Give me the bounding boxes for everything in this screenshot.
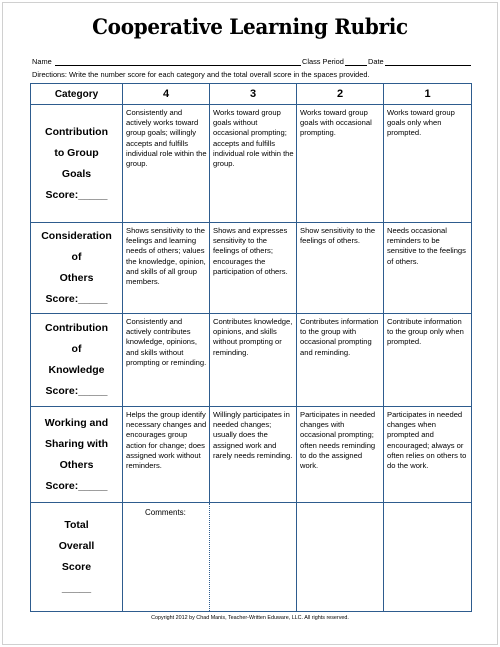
name-field[interactable] xyxy=(55,65,301,66)
total-score-blank[interactable]: _____ xyxy=(61,582,92,594)
table-row xyxy=(31,314,472,407)
directions-text: Directions: Write the number score for each category and the total overall score in the spaces provided. xyxy=(32,70,370,79)
category-line: to Group xyxy=(54,146,99,159)
rubric-table xyxy=(30,83,472,612)
copyright-notice: Copyright 2012 by Chad Manis, Teacher-Written Eduware, LLC. All rights reserved. xyxy=(151,615,349,621)
class-period-label: Class Period xyxy=(302,57,344,66)
category-cell xyxy=(31,314,123,407)
category-cell xyxy=(31,407,123,503)
category-line: Others xyxy=(59,272,94,284)
criteria-cell-4: Helps the group identify necessary changes and encourages group action for change; does assigned work without reminders. xyxy=(123,407,210,503)
criteria-cell-3: Willingly participates in needed changes; usually does the assigned work and rarely needs reminding. xyxy=(210,407,297,503)
criteria-cell-2: Works toward group goals with occasional prompting. xyxy=(297,105,384,223)
criteria-cell-3: Contributes knowledge, opinions, and skills without prompting or reminding. xyxy=(210,314,297,407)
student-info-line xyxy=(32,56,472,68)
page-title: Cooperative Learning Rubric xyxy=(92,14,408,39)
header-score-3: 3 xyxy=(210,84,297,105)
header-score-2: 2 xyxy=(297,84,384,105)
score-blank[interactable]: Score:_____ xyxy=(45,479,108,492)
criteria-cell-3: Shows and expresses sensitivity to the feelings of others; encourages the participation of others. xyxy=(210,223,297,314)
criteria-cell-4: Shows sensitivity to the feelings and learning needs of others; values the knowledge, opinion, and skills of all group members. xyxy=(123,223,210,314)
criteria-cell-4: Consistently and actively contributes knowledge, opinions, and skills without prompting or reminding. xyxy=(123,314,210,407)
total-row xyxy=(31,503,472,612)
category-line: Working and xyxy=(44,416,109,429)
comments-label: Comments: xyxy=(145,508,186,517)
category-line: Sharing with xyxy=(45,437,108,450)
comments-box-area[interactable] xyxy=(297,503,384,612)
category-line: Others xyxy=(59,458,94,471)
comments-box-area[interactable] xyxy=(384,503,472,612)
criteria-cell-1: Works toward group goals only when prompted. xyxy=(384,105,472,223)
comments-box-area[interactable] xyxy=(210,503,297,612)
comments-box[interactable] xyxy=(123,503,210,612)
header-row xyxy=(31,84,472,105)
category-cell xyxy=(31,105,123,223)
header-score-4: 4 xyxy=(123,84,210,105)
category-line: Knowledge xyxy=(48,364,105,376)
criteria-cell-2: Participates in needed changes with occasional prompting; often needs reminding to do the assigned work. xyxy=(297,407,384,503)
name-label: Name xyxy=(32,57,52,66)
criteria-cell-1: Participates in needed changes when prompted and encouraged; always or often relies on others to do the work. xyxy=(384,407,472,503)
category-line: Goals xyxy=(61,167,92,180)
total-label-line: Score xyxy=(61,561,92,573)
criteria-cell-4: Consistently and actively works toward group goals; willingly accepts and fulfills individual role within the group. xyxy=(123,105,210,223)
category-line: of xyxy=(71,251,82,263)
class-period-field[interactable] xyxy=(345,65,367,66)
criteria-cell-1: Needs occasional reminders to be sensitive to the feelings of others. xyxy=(384,223,472,314)
category-line: of xyxy=(71,343,82,355)
score-blank[interactable]: Score:_____ xyxy=(45,385,108,397)
header-category: Category xyxy=(31,84,123,105)
table-row xyxy=(31,407,472,503)
score-blank[interactable]: Score:_____ xyxy=(45,188,108,201)
score-blank[interactable]: Score:_____ xyxy=(45,293,108,305)
date-field[interactable] xyxy=(385,65,471,66)
category-line: Contribution xyxy=(45,322,108,334)
criteria-cell-2: Contributes information to the group with occasional prompting and reminding. xyxy=(297,314,384,407)
total-label-line: Overall xyxy=(58,540,95,552)
category-line: Contribution xyxy=(45,125,108,138)
category-line: Consideration xyxy=(41,230,112,242)
category-cell xyxy=(31,223,123,314)
table-row xyxy=(31,105,472,223)
criteria-cell-3: Works toward group goals without occasional prompting; accepts and fulfills individual role within the group. xyxy=(210,105,297,223)
table-row xyxy=(31,223,472,314)
total-score-cell xyxy=(31,503,123,612)
header-score-1: 1 xyxy=(384,84,472,105)
criteria-cell-2: Show sensitivity to the feelings of others. xyxy=(297,223,384,314)
total-label-line: Total xyxy=(64,519,89,531)
date-label: Date xyxy=(368,57,384,66)
criteria-cell-1: Contribute information to the group only when prompted. xyxy=(384,314,472,407)
